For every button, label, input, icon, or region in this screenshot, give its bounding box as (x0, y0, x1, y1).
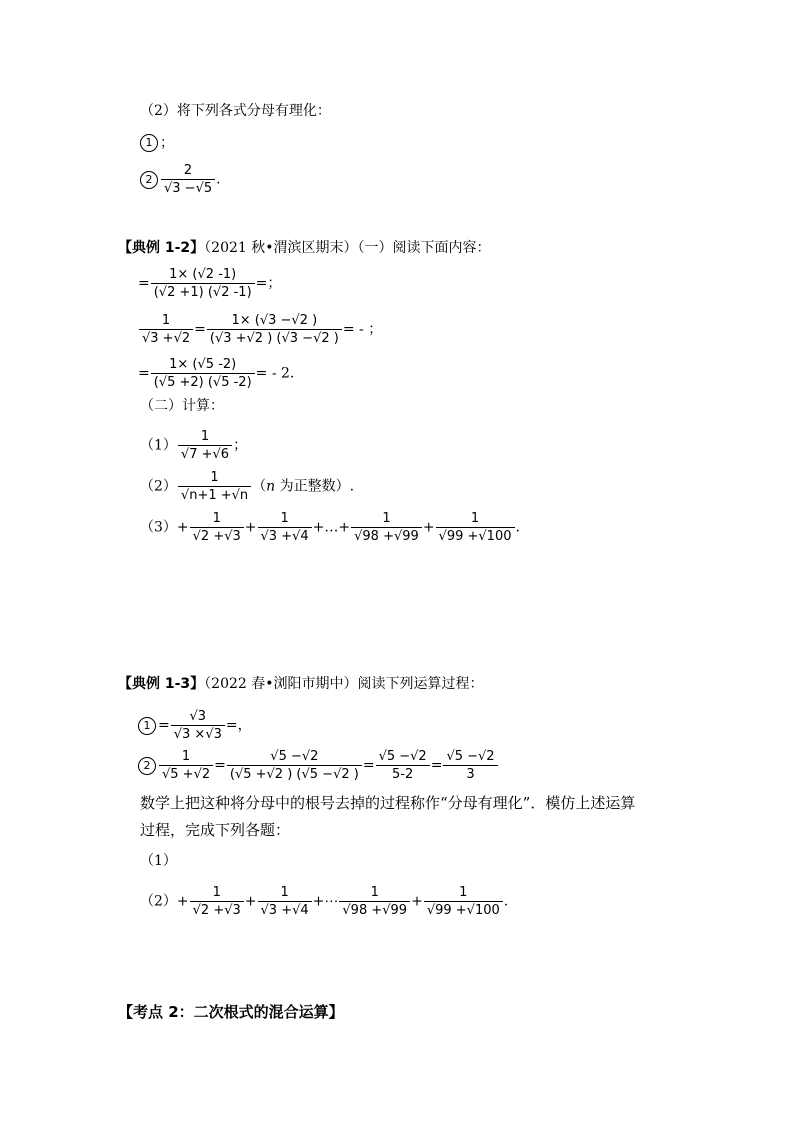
question-number: （3）+ (140, 519, 189, 536)
denominator: √3 +√4 (258, 901, 312, 919)
numerator: 1 (459, 885, 468, 900)
ex13-q1: （1） (140, 853, 177, 869)
fraction (151, 356, 255, 391)
fraction (171, 708, 225, 743)
ex12-heading (118, 238, 491, 258)
numerator: 1 (161, 313, 171, 328)
text: = - ； (342, 321, 383, 338)
fraction (178, 428, 232, 463)
ex12-part2: （二）计算： (140, 398, 224, 414)
denominator: √2 +√3 (190, 901, 244, 919)
denominator: √99 +√100 (424, 901, 503, 919)
sec1-item2 (140, 162, 221, 197)
denominator: 3 (443, 765, 497, 783)
numerator: √5 −√2 (378, 749, 427, 764)
example-source: （2022 春•浏阳市期中）阅读下列运算过程： (204, 676, 484, 692)
denominator: √98 +√99 (351, 527, 422, 545)
numerator: 1 (470, 511, 480, 526)
text: （ (252, 478, 267, 495)
ex12-row1 (138, 266, 281, 301)
ex12-row2 (138, 312, 382, 347)
numerator: 1 (212, 885, 221, 900)
denominator: √3 +√2 (139, 329, 193, 347)
text: ； (233, 437, 248, 454)
fraction (151, 266, 255, 301)
equals: = (138, 275, 150, 292)
ex12-row3 (138, 356, 294, 391)
numerator: 1 (212, 511, 221, 526)
denominator: √99 +√100 (436, 527, 515, 545)
numerator: 1× (√2 -1) (169, 267, 237, 282)
fraction (178, 469, 251, 504)
denominator: 5-2 (376, 765, 430, 783)
ex13-item2 (138, 748, 499, 783)
fraction (436, 510, 515, 545)
denominator: √3 +√4 (258, 527, 312, 545)
numerator: √5 −√2 (446, 749, 495, 764)
numerator: 1 (280, 885, 289, 900)
operator: + (422, 519, 435, 536)
numerator: 1 (210, 470, 219, 485)
equals: = (214, 757, 226, 774)
circled-number: 2 (140, 171, 158, 189)
example-label: 【典例 1-2】 (118, 240, 205, 256)
operator: +⋯ (312, 893, 339, 910)
equals: = (194, 321, 206, 338)
sec1-item1 (140, 133, 174, 153)
fraction (139, 312, 193, 347)
numerator: 1 (280, 511, 289, 526)
numerator: √5 −√2 (270, 749, 319, 764)
denominator: √n+1 +√n (178, 486, 251, 504)
text: . (216, 171, 221, 188)
numerator: 1 (181, 749, 191, 764)
denominator: √3 −√5 (161, 179, 215, 197)
numerator: 1 (200, 429, 210, 444)
text: =， (225, 717, 252, 734)
numerator: 1× (√3 −√2 ) (231, 313, 318, 328)
numerator: 1 (382, 511, 391, 526)
denominator: √7 +√6 (178, 445, 232, 463)
fraction (190, 510, 244, 545)
fraction (424, 884, 503, 919)
fraction (339, 884, 410, 919)
denominator: √98 +√99 (339, 901, 410, 919)
fraction (227, 748, 362, 783)
equals: = (158, 717, 170, 734)
equals: = (430, 757, 443, 774)
fraction (207, 312, 342, 347)
fraction (161, 162, 215, 197)
numerator: 1× (√5 -2) (169, 357, 237, 372)
text: . (515, 519, 520, 536)
text: =； (255, 275, 282, 292)
ex12-q2 (140, 469, 354, 504)
numerator: 1 (370, 885, 379, 900)
numerator: √3 (189, 709, 207, 724)
operator: + (244, 893, 257, 910)
denominator: (√5 +√2 ) (√5 −√2 ) (227, 765, 362, 783)
example-label: 【典例 1-3】 (118, 676, 205, 692)
ex12-q1 (140, 428, 247, 463)
denominator: √5 +√2 (159, 765, 213, 783)
circled-number: 1 (138, 717, 156, 735)
ex12-q3 (140, 510, 520, 545)
ex13-q2 (140, 884, 508, 919)
variable: n (266, 478, 276, 495)
operator: + (411, 893, 423, 910)
text: = - 2. (255, 365, 295, 382)
ex13-item1 (138, 708, 252, 743)
denominator: √3 ×√3 (171, 725, 225, 743)
operator: +…+ (312, 519, 351, 536)
numerator: 2 (183, 163, 193, 178)
question-number: （2） (140, 478, 177, 495)
equals: = (362, 757, 375, 774)
text: ； (160, 135, 174, 151)
text: . (503, 893, 509, 910)
fraction (258, 510, 312, 545)
sec1-line1: （2）将下列各式分母有理化： (140, 103, 331, 119)
operator: + (244, 519, 257, 536)
fraction (376, 748, 430, 783)
ex13-para1: 数学上把这种将分母中的根号去掉的过程称作“分母有理化”．模仿上述运算 (140, 794, 636, 812)
kaodian-heading: 【考点 2：二次根式的混合运算】 (118, 1003, 344, 1021)
denominator: (√5 +2) (√5 -2) (151, 373, 255, 391)
question-number: （2）+ (140, 893, 189, 910)
example-source: （2021 秋•渭滨区期末）（一）阅读下面内容： (204, 240, 491, 256)
question-number: （1） (140, 437, 177, 454)
fraction (159, 748, 213, 783)
circled-number: 2 (138, 757, 156, 775)
fraction (351, 510, 422, 545)
fraction (258, 884, 312, 919)
text: 为正整数）. (275, 478, 355, 495)
denominator: √2 +√3 (190, 527, 244, 545)
fraction (190, 884, 244, 919)
ex13-para2: 过程，完成下列各题： (140, 821, 291, 839)
fraction (443, 748, 497, 783)
equals: = (138, 365, 150, 382)
denominator: (√2 +1) (√2 -1) (151, 283, 255, 301)
denominator: (√3 +√2 ) (√3 −√2 ) (207, 329, 342, 347)
circled-number: 1 (140, 134, 158, 152)
ex13-heading (118, 674, 484, 694)
